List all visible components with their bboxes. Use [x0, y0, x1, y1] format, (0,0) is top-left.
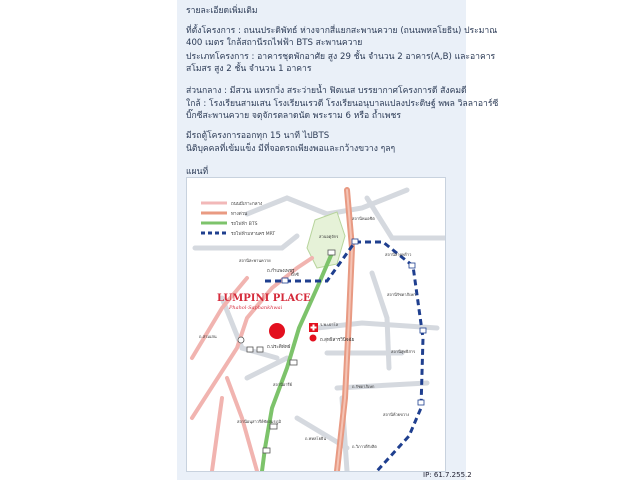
poster-ip: IP: 61.7.255.2 — [423, 471, 472, 479]
project-location-marker — [269, 323, 285, 339]
label-pradipat: ถ.ประดิพัทธ์ — [267, 345, 291, 350]
legend-label-roads: ถนนมีเกาะกลาง — [231, 202, 263, 207]
label-station-lad: สถานีลาดพร้าว — [385, 252, 412, 257]
hospital-icon — [309, 323, 318, 332]
location-line: ที่ตั้งโครงการ : ถนนประดิพัทธ์ ห่างจากสี่แยกสะพานควาย (ถนนพหลโยธิน) ประมาณ — [186, 26, 498, 36]
bigc-icon — [310, 335, 317, 342]
transport-line-2: นิติบุคคลที่เข้มแข็ง มีที่จอดรถเพียงพอและกว้างขวาง ๆลๆ — [186, 144, 396, 154]
section-title: รายละเอียดเพิ่มเติม — [186, 6, 258, 16]
label-ratchada: ถ.รัชดาภิเษก — [352, 384, 375, 389]
label-station-huai: สถานีห้วยขวาง — [383, 412, 410, 417]
map-brand: LUMPINI PLACE — [217, 293, 311, 304]
label-kampaengpetch: ถ.กำแพงเพชร — [267, 269, 295, 274]
label-station-victory: สถานีอนุสาวรีย์ชัยสมรภูมิ — [237, 419, 281, 424]
nearby-line: ใกล้ : โรงเรียนสามเสน โรงเรียนเรวดี โรงเรียนอนุบาลแปลงประดิษฐ์ พพล วิลลาอาร์ซี — [186, 99, 499, 109]
label-vibhavadi: ถ.วิภาวดีรังสิต — [352, 444, 377, 449]
label-station-rat: สถานีรัชดาภิเษก — [387, 292, 416, 297]
label-hospital: ร.พ.เปาโล — [320, 322, 339, 327]
label-park: สวนจตุจักร — [319, 234, 339, 239]
location-map — [186, 177, 446, 472]
map-brand-sub: Phahol-Saphankhwai — [229, 305, 283, 311]
map-svg — [187, 178, 445, 471]
label-suthisan: ถ.สุทธิสารวินิจฉัย — [320, 338, 355, 343]
facilities-line: ส่วนกลาง : มีสวน แทรกวิ่ง สระว่ายน้ำ ฟิตเนส บรรยากาศโครงการดี สังคมดี — [186, 86, 467, 96]
label-station-top: สถานีหมอชิต — [352, 216, 375, 221]
project-type-line: ประเภทโครงการ : อาคารชุดพักอาศัย สูง 29 ชั้น จำนวน 2 อาคาร(A,B) และอาคาร — [186, 52, 496, 62]
map-label: แผนที่ — [186, 167, 209, 177]
legend-label-expressway: ทางด่วน — [231, 212, 248, 217]
nearby-line-2: บิ๊กซีสะพานควาย จตุจักรตลาดนัด พระราม 6 หรือ ถ้ำเพชร — [186, 111, 401, 121]
label-station-ari: สถานีอารีย์ — [273, 382, 292, 387]
project-type-line-2: สโมสร สูง 2 ชั้น จำนวน 1 อาคาร — [186, 64, 312, 74]
label-station-sut: สถานีสุทธิสาร — [391, 349, 416, 354]
transport-line: มีรถตู้โครงการออกทุก 15 นาที ไปBTS — [186, 131, 330, 141]
label-phahon: ถ.พหลโยธิน — [305, 436, 327, 441]
legend-label-bts: รถไฟฟ้า BTS — [231, 222, 258, 227]
location-line-2: 400 เมตร ใกล้สถานีรถไฟฟ้า BTS สะพานควาย — [186, 38, 363, 48]
label-samsen: ถ.สามเสน — [199, 334, 217, 339]
legend-label-mrt: รถไฟฟ้ามหานคร MRT — [231, 232, 276, 237]
label-station-saphan: สถานีสะพานควาย — [239, 258, 271, 263]
label-bigc: บิ๊กซี — [291, 272, 299, 277]
